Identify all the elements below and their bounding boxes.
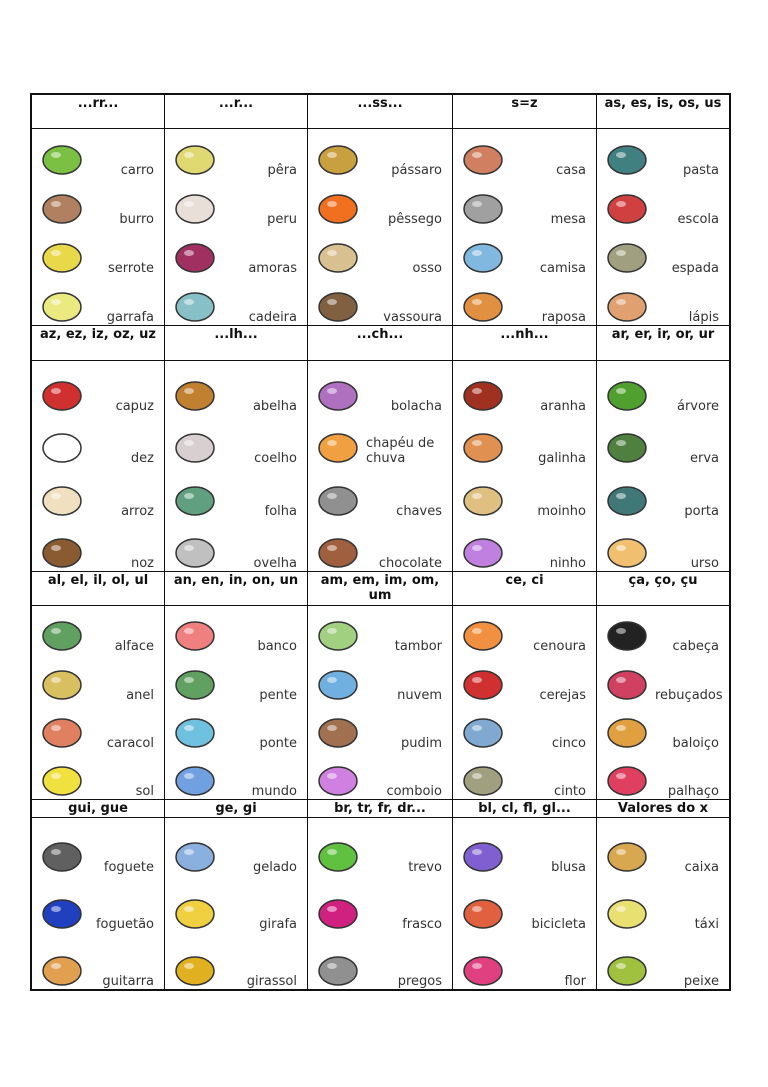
word-label: girafa <box>259 917 297 932</box>
leaf-icon <box>173 481 223 519</box>
word-item <box>597 818 729 875</box>
word-item <box>308 519 452 572</box>
phonics-table <box>30 93 731 991</box>
house-icon <box>461 140 511 178</box>
chair-icon <box>173 287 223 325</box>
taxi-icon <box>605 894 655 932</box>
word-label: pregos <box>397 974 442 989</box>
column-header: az, ez, iz, oz, uz <box>32 326 165 361</box>
word-label: moinho <box>537 503 586 519</box>
word-label: chocolate <box>378 556 442 571</box>
word-item <box>165 751 307 799</box>
word-item <box>308 703 452 751</box>
word-item <box>165 361 307 414</box>
word-cell <box>32 129 165 326</box>
word-item <box>165 519 307 572</box>
word-item <box>597 276 729 325</box>
train-icon <box>316 761 366 799</box>
phonics-grid <box>32 95 729 989</box>
word-item <box>165 875 307 932</box>
word-label: baloiço <box>672 735 719 751</box>
word-label: folha <box>264 503 297 519</box>
peach-icon <box>316 189 366 227</box>
tree-icon <box>605 376 655 414</box>
pencil-icon <box>605 287 655 325</box>
word-item <box>308 466 452 519</box>
word-item <box>165 818 307 875</box>
word-item <box>308 751 452 799</box>
broom-icon <box>316 287 366 325</box>
column-header: Valores do x <box>597 800 729 818</box>
word-label: osso <box>412 261 442 276</box>
number-ten-icon <box>40 428 90 466</box>
word-item <box>165 227 307 276</box>
briefcase-icon <box>605 140 655 178</box>
word-item <box>308 875 452 932</box>
word-label: peixe <box>683 974 719 989</box>
word-label: árvore <box>676 398 719 414</box>
word-label: flor <box>564 974 586 989</box>
cloud-icon <box>316 665 366 703</box>
word-label: anel <box>126 687 154 703</box>
carrot-icon <box>461 616 511 654</box>
column-header: br, tr, fr, dr... <box>308 800 453 818</box>
word-item <box>453 466 596 519</box>
word-item <box>453 703 596 751</box>
firework-rocket-icon <box>40 837 90 875</box>
word-cell <box>32 818 165 989</box>
teddy-bear-icon <box>605 533 655 571</box>
word-item <box>453 519 596 572</box>
candy-icon <box>605 665 655 703</box>
column-header: s=z <box>453 95 597 129</box>
word-cell <box>308 361 453 572</box>
word-item <box>165 703 307 751</box>
lettuce-icon <box>40 616 90 654</box>
word-cell <box>453 361 597 572</box>
word-label: pente <box>259 687 297 703</box>
sheep-icon <box>173 533 223 571</box>
word-label: nuvem <box>397 687 442 703</box>
bottle-icon <box>40 287 90 325</box>
column-header: ce, ci <box>453 572 597 606</box>
word-label: comboio <box>386 784 442 799</box>
word-item <box>32 751 164 799</box>
spider-icon <box>461 376 511 414</box>
column-header: bl, cl, fl, gl... <box>453 800 597 818</box>
column-header: an, en, in, on, un <box>165 572 308 606</box>
word-label: pêssego <box>388 212 442 227</box>
word-label: cinco <box>551 735 586 751</box>
word-label: lápis <box>688 310 719 325</box>
word-item <box>453 414 596 467</box>
word-label: carro <box>120 163 154 178</box>
pear-icon <box>173 140 223 178</box>
word-label: bolacha <box>390 398 442 414</box>
word-label: palhaço <box>667 784 719 799</box>
turkey-icon <box>173 189 223 227</box>
bridge-icon <box>173 713 223 751</box>
word-item <box>597 932 729 989</box>
umbrella-icon <box>316 428 366 466</box>
word-label: peru <box>267 212 297 227</box>
word-label: mundo <box>251 784 297 799</box>
herb-icon <box>605 428 655 466</box>
flower-icon <box>461 951 511 989</box>
sunflower-icon <box>173 951 223 989</box>
word-label: gelado <box>252 860 297 875</box>
stool-icon <box>173 616 223 654</box>
giraffe-icon <box>173 894 223 932</box>
rabbit-icon <box>173 428 223 466</box>
chocolate-icon <box>316 533 366 571</box>
clown-icon <box>605 761 655 799</box>
word-item <box>453 932 596 989</box>
word-item <box>32 519 164 572</box>
word-item <box>165 932 307 989</box>
box-icon <box>605 837 655 875</box>
word-label: trevo <box>408 860 442 875</box>
pudding-icon <box>316 713 366 751</box>
word-item <box>597 361 729 414</box>
word-item <box>453 276 596 325</box>
keys-icon <box>316 481 366 519</box>
word-item <box>32 361 164 414</box>
word-label: capuz <box>115 398 154 414</box>
word-label: rebuçados <box>655 687 723 703</box>
column-header: ...nh... <box>453 326 597 361</box>
word-item <box>165 654 307 702</box>
word-cell <box>308 818 453 989</box>
word-item <box>165 276 307 325</box>
word-cell <box>32 361 165 572</box>
column-header: ça, ço, çu <box>597 572 729 606</box>
word-item <box>597 178 729 227</box>
snail-icon <box>40 713 90 751</box>
column-header: al, el, il, ol, ul <box>32 572 165 606</box>
rice-bowl-icon <box>40 481 90 519</box>
word-label: espada <box>671 261 719 276</box>
word-cell <box>597 606 729 800</box>
cherries-icon <box>461 665 511 703</box>
word-item <box>453 818 596 875</box>
word-label: pasta <box>682 163 719 178</box>
cookie-jar-icon <box>316 376 366 414</box>
column-header: ...rr... <box>32 95 165 129</box>
word-item <box>597 129 729 178</box>
car-icon <box>40 140 90 178</box>
word-cell <box>308 129 453 326</box>
word-item <box>308 361 452 414</box>
word-item <box>308 654 452 702</box>
bee-icon <box>173 376 223 414</box>
fox-icon <box>461 287 511 325</box>
word-item <box>453 654 596 702</box>
school-icon <box>605 189 655 227</box>
word-label: banco <box>257 639 297 655</box>
donkey-icon <box>40 189 90 227</box>
word-item <box>597 414 729 467</box>
blouse-icon <box>461 837 511 875</box>
column-header: ge, gi <box>165 800 308 818</box>
head-icon <box>605 616 655 654</box>
word-item <box>308 414 452 467</box>
word-label: foguete <box>103 860 154 875</box>
word-cell <box>32 606 165 800</box>
word-item <box>308 818 452 875</box>
nest-icon <box>461 533 511 571</box>
word-label: garrafa <box>106 310 154 325</box>
word-label: girassol <box>246 974 297 989</box>
word-item <box>308 227 452 276</box>
word-label: chaves <box>396 503 442 519</box>
bird-icon <box>316 140 366 178</box>
word-item <box>32 703 164 751</box>
column-header: gui, gue <box>32 800 165 818</box>
door-icon <box>605 481 655 519</box>
belt-icon <box>461 761 511 799</box>
column-header: ...r... <box>165 95 308 129</box>
word-item <box>165 606 307 654</box>
word-label: caracol <box>106 735 154 751</box>
word-item <box>32 875 164 932</box>
word-cell <box>308 606 453 800</box>
word-item <box>32 606 164 654</box>
word-item <box>453 875 596 932</box>
swing-icon <box>605 713 655 751</box>
word-item <box>453 178 596 227</box>
spaceship-icon <box>40 894 90 932</box>
clover-icon <box>316 837 366 875</box>
word-label: urso <box>690 556 719 571</box>
word-label: caixa <box>684 860 719 875</box>
word-label: raposa <box>541 310 586 325</box>
word-label: tambor <box>394 639 442 655</box>
word-label: casa <box>556 163 586 178</box>
number-five-icon <box>461 713 511 751</box>
word-label: escola <box>677 212 719 227</box>
column-header: ...lh... <box>165 326 308 361</box>
word-cell <box>165 606 308 800</box>
word-label: frasco <box>402 917 442 932</box>
word-label: vassoura <box>383 310 442 325</box>
word-item <box>597 519 729 572</box>
word-label: dez <box>130 451 154 466</box>
word-label: burro <box>119 212 154 227</box>
word-item <box>32 414 164 467</box>
word-label: cabeça <box>672 639 719 655</box>
word-label: aranha <box>540 398 586 414</box>
word-item <box>165 129 307 178</box>
word-label: mesa <box>550 212 586 227</box>
word-label: foguetão <box>95 917 154 932</box>
word-item <box>308 276 452 325</box>
word-label: arroz <box>121 503 154 519</box>
word-label: pássaro <box>391 163 442 178</box>
globe-icon <box>173 761 223 799</box>
word-cell <box>597 361 729 572</box>
word-label: cadeira <box>248 310 297 325</box>
word-label: abelha <box>252 398 297 414</box>
word-label: ponte <box>259 735 297 751</box>
word-label: alface <box>114 639 154 655</box>
shirt-icon <box>461 238 511 276</box>
word-cell <box>597 129 729 326</box>
word-item <box>597 606 729 654</box>
word-item <box>453 129 596 178</box>
hooded-child-icon <box>40 376 90 414</box>
sun-icon <box>40 761 90 799</box>
word-item <box>597 875 729 932</box>
word-label: serrote <box>108 261 154 276</box>
saw-icon <box>40 238 90 276</box>
word-label: pudim <box>400 735 442 751</box>
word-cell <box>453 129 597 326</box>
ring-icon <box>40 665 90 703</box>
hen-icon <box>461 428 511 466</box>
guitar-icon <box>40 951 90 989</box>
column-header: ...ch... <box>308 326 453 361</box>
word-label: amoras <box>248 261 297 276</box>
word-cell <box>165 129 308 326</box>
word-item <box>165 178 307 227</box>
column-header: ...ss... <box>308 95 453 129</box>
word-label: porta <box>684 503 719 519</box>
walnut-icon <box>40 533 90 571</box>
word-item <box>453 361 596 414</box>
word-label: ovelha <box>253 556 297 571</box>
bone-icon <box>316 238 366 276</box>
word-label: coelho <box>254 451 297 466</box>
column-header: as, es, is, os, us <box>597 95 729 129</box>
word-label: táxi <box>694 917 719 932</box>
word-cell <box>453 818 597 989</box>
word-item <box>597 654 729 702</box>
word-item <box>453 751 596 799</box>
drum-icon <box>316 616 366 654</box>
word-item <box>308 932 452 989</box>
ice-cream-icon <box>173 837 223 875</box>
word-label: bicicleta <box>531 917 586 932</box>
column-header: ar, er, ir, or, ur <box>597 326 729 361</box>
word-label: galinha <box>538 451 586 466</box>
table-icon <box>461 189 511 227</box>
word-item <box>453 606 596 654</box>
word-label: sol <box>135 784 154 799</box>
word-item <box>165 466 307 519</box>
windmill-icon <box>461 481 511 519</box>
word-cell <box>165 361 308 572</box>
word-item <box>453 227 596 276</box>
word-item <box>308 178 452 227</box>
bicycle-icon <box>461 894 511 932</box>
word-cell <box>453 606 597 800</box>
word-item <box>597 466 729 519</box>
word-item <box>32 466 164 519</box>
word-label: guitarra <box>102 974 154 989</box>
word-item <box>32 178 164 227</box>
word-item <box>597 751 729 799</box>
word-cell <box>597 818 729 989</box>
word-label: chapéu de chuva <box>366 436 435 466</box>
word-item <box>32 932 164 989</box>
word-label: cenoura <box>533 639 586 655</box>
word-item <box>597 703 729 751</box>
word-item <box>597 227 729 276</box>
word-label: noz <box>130 556 154 571</box>
jar-icon <box>316 894 366 932</box>
word-label: ninho <box>549 556 586 571</box>
word-label: cerejas <box>539 687 586 703</box>
word-label: camisa <box>539 261 586 276</box>
word-item <box>32 276 164 325</box>
word-label: erva <box>689 451 719 466</box>
word-item <box>165 414 307 467</box>
word-label: cinto <box>553 784 586 799</box>
column-header: am, em, im, om, um <box>308 572 453 606</box>
word-item <box>308 606 452 654</box>
sword-icon <box>605 238 655 276</box>
word-item <box>32 654 164 702</box>
word-label: blusa <box>551 860 586 875</box>
nails-icon <box>316 951 366 989</box>
comb-icon <box>173 665 223 703</box>
word-label: pêra <box>267 163 297 178</box>
word-item <box>32 129 164 178</box>
berries-icon <box>173 238 223 276</box>
fish-icon <box>605 951 655 989</box>
word-item <box>32 818 164 875</box>
word-item <box>308 129 452 178</box>
word-item <box>32 227 164 276</box>
word-cell <box>165 818 308 989</box>
